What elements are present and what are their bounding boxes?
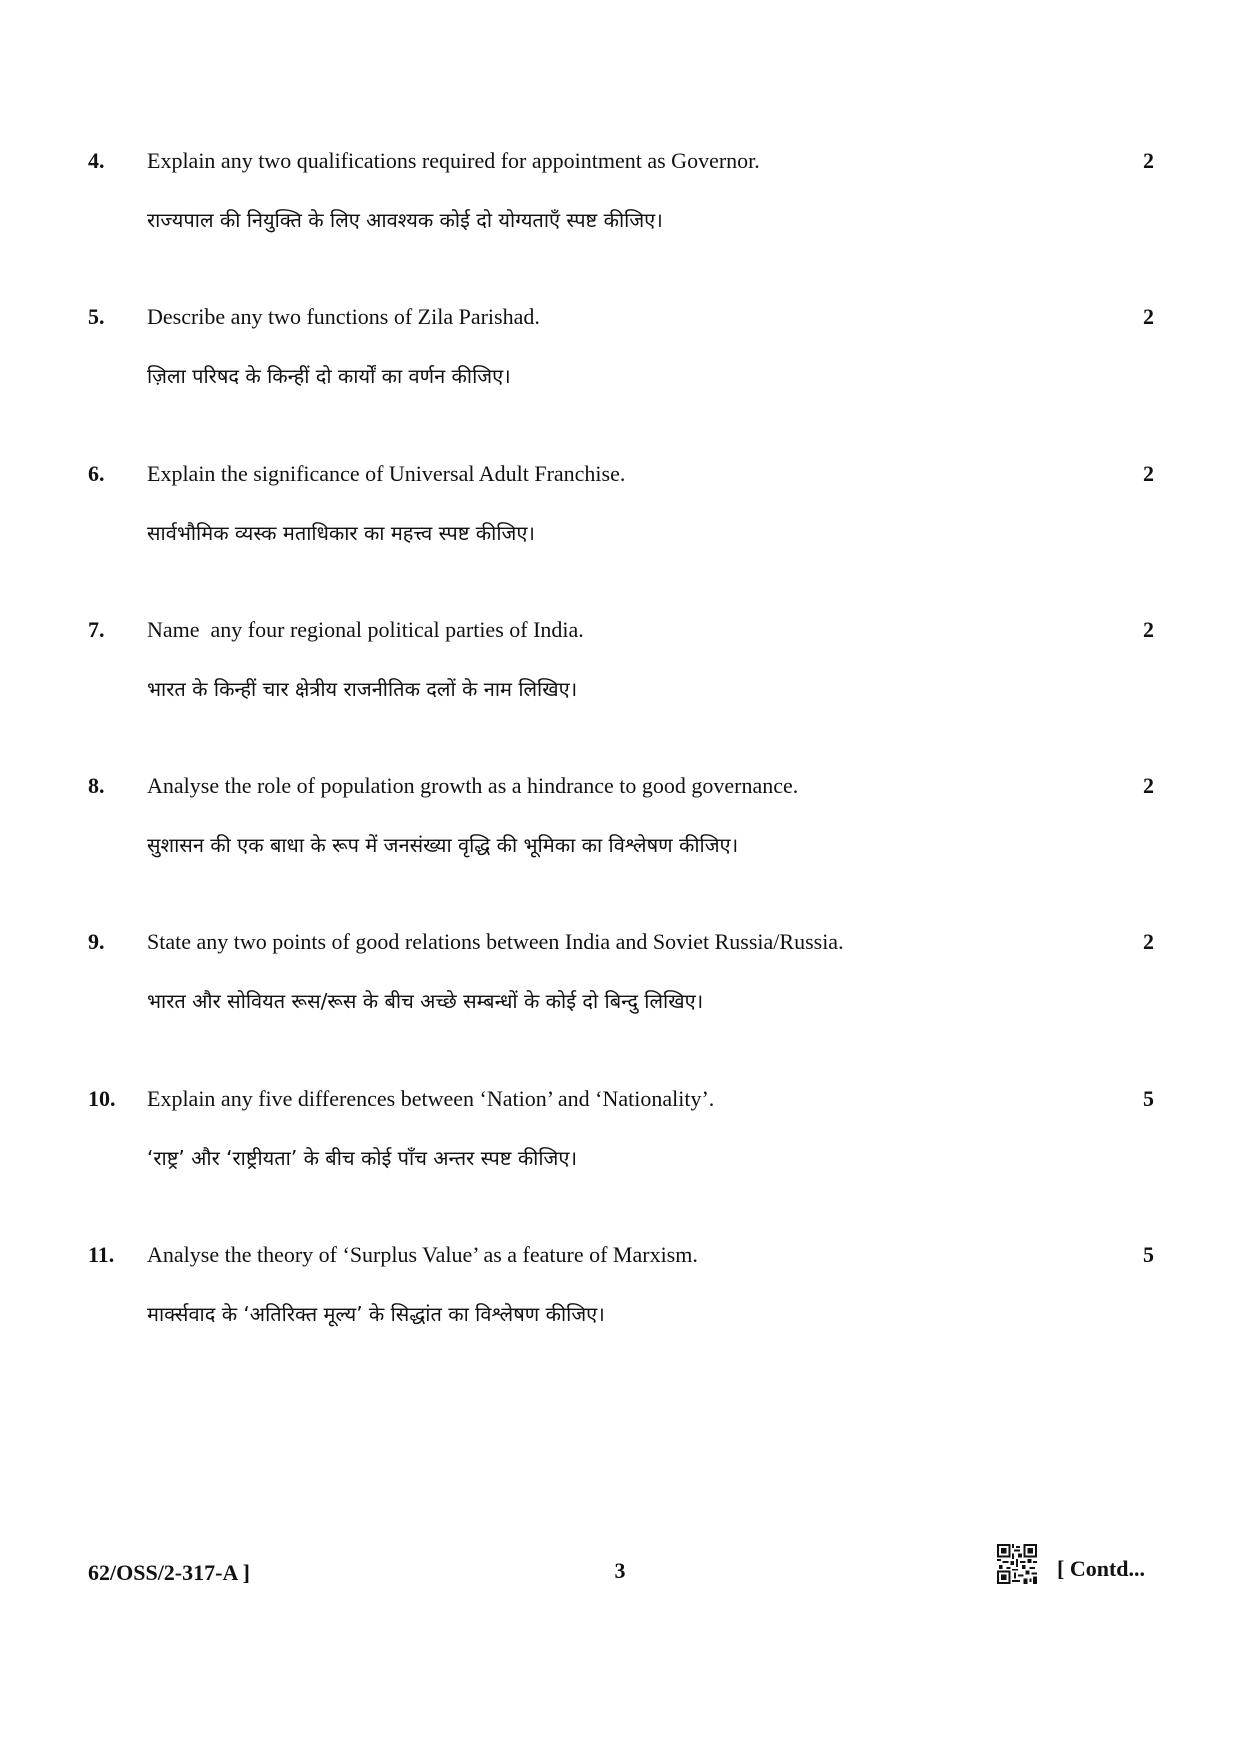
question-text-english: Explain any five differences between ‘Nation’ and ‘Nationality’. (147, 1086, 715, 1111)
question-number: 11. (88, 1242, 115, 1267)
question-text-english: Explain the significance of Universal Adult Franchise. (147, 461, 626, 486)
question-text-hindi: भारत और सोवियत रूस/रूस के बीच अच्छे सम्बन्धों के कोई दो बिन्दु लिखिए। (147, 989, 704, 1013)
question-text-hindi: मार्क्सवाद के ‘अतिरिक्त मूल्य’ के सिद्धांत का विश्लेषण कीजिए। (147, 1302, 605, 1326)
question-text-english: State any two points of good relations between India and Soviet Russia/Russia. (147, 929, 844, 954)
question-marks: 2 (1143, 148, 1154, 173)
question-marks: 2 (1143, 461, 1154, 486)
question-text-english: Explain any two qualifications required for appointment as Governor. (147, 148, 760, 173)
question-number: 7. (88, 617, 105, 642)
question-9 (0, 929, 1240, 1039)
question-number: 4. (88, 148, 105, 173)
question-text-hindi: भारत के किन्हीं चार क्षेत्रीय राजनीतिक दलों के नाम लिखिए। (147, 677, 578, 701)
question-text-english: Analyse the role of population growth as a hindrance to good governance. (147, 773, 799, 798)
paper-code: 62/OSS/2-317-A ] (88, 1560, 250, 1585)
page-number: 3 (614, 1558, 626, 1583)
continued-label: [ Contd... (1057, 1556, 1146, 1581)
question-text-hindi: सुशासन की एक बाधा के रूप में जनसंख्या वृद्धि की भूमिका का विश्लेषण कीजिए। (147, 833, 739, 857)
question-8 (0, 773, 1240, 883)
question-marks: 5 (1143, 1086, 1154, 1111)
question-4 (0, 148, 1240, 258)
question-marks: 2 (1143, 929, 1154, 954)
question-text-hindi: ज़िला परिषद के किन्हीं दो कार्यों का वर्णन कीजिए। (147, 364, 511, 388)
question-text-hindi: राज्यपाल की नियुक्ति के लिए आवश्यक कोई दो योग्यताएँ स्पष्ट कीजिए। (147, 208, 663, 232)
question-5 (0, 304, 1240, 414)
question-7 (0, 617, 1240, 727)
question-marks: 2 (1143, 773, 1154, 798)
question-marks: 2 (1143, 617, 1154, 642)
qr-code-icon (997, 1544, 1037, 1584)
question-text-english: Name any four regional political parties of India. (147, 617, 584, 642)
question-number: 9. (88, 929, 105, 954)
question-marks: 2 (1143, 304, 1154, 329)
question-number: 5. (88, 304, 105, 329)
question-text-hindi: ‘राष्ट्र’ और ‘राष्ट्रीयता’ के बीच कोई पाँच अन्तर स्पष्ट कीजिए। (147, 1146, 578, 1170)
question-marks: 5 (1143, 1242, 1154, 1267)
question-text-hindi: सार्वभौमिक व्यस्क मताधिकार का महत्त्व स्पष्ट कीजिए। (147, 521, 536, 545)
question-number: 8. (88, 773, 105, 798)
question-6 (0, 461, 1240, 571)
question-number: 6. (88, 461, 105, 486)
question-text-english: Describe any two functions of Zila Parishad. (147, 304, 540, 329)
question-text-english: Analyse the theory of ‘Surplus Value’ as a feature of Marxism. (147, 1242, 698, 1267)
question-10 (0, 1086, 1240, 1196)
question-11 (0, 1242, 1240, 1352)
question-number: 10. (88, 1086, 116, 1111)
